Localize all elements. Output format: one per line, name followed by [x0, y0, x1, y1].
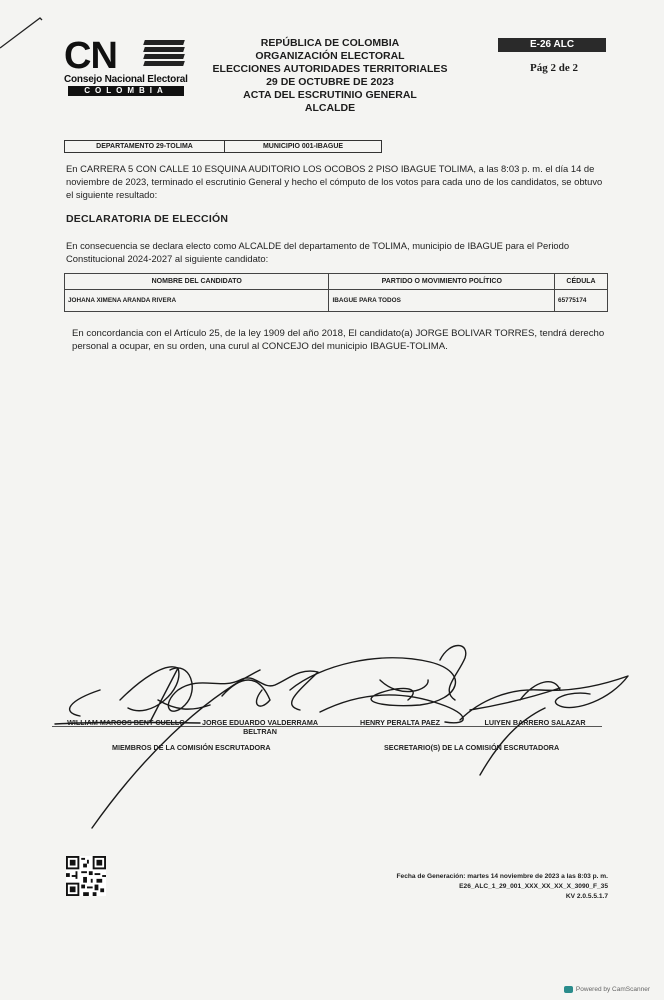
elected-candidate-table [64, 273, 608, 312]
header-id-number: CÉDULA [555, 274, 608, 290]
location-bar [64, 140, 382, 153]
header-line-5: ACTA DEL ESCRUTINIO GENERAL [243, 89, 417, 101]
table-row [65, 290, 608, 312]
header-line-1: REPÚBLICA DE COLOMBIA [260, 37, 400, 49]
signature-1 [120, 667, 210, 722]
id-number-cell: 65775174 [555, 290, 608, 312]
party-cell: IBAGUE PARA TODOS [329, 290, 555, 312]
intro-paragraph: En CARRERA 5 CON CALLE 10 ESQUINA AUDITORIO LOS OCOBOS 2 PISO IBAGUE TOLIMA, a las 8:03 p. m. el día 14 de noviembre de 2023, terminado el escrutinio General y hecho el cómputo de los votos para cada uno de los candidatos, se obtuvo el siguiente resultado: [66, 163, 603, 200]
declaration-title: DECLARATORIA DE ELECCIÓN [66, 213, 229, 225]
candidate-name-cell: JOHANA XIMENA ARANDA RIVERA [65, 290, 329, 312]
header-line-3: ELECCIONES AUTORIDADES TERRITORIALES [212, 63, 448, 75]
cne-logo [62, 35, 188, 98]
logo-e-stripes [144, 40, 184, 70]
camscanner-icon [564, 986, 573, 993]
signer-name-3: HENRY PERALTA PAEZ [360, 718, 440, 727]
header-candidate-name: NOMBRE DEL CANDIDATO [65, 274, 329, 290]
document-header [210, 37, 450, 115]
version-code: KV 2.0.5.5.1.7 [565, 893, 608, 900]
municipality-cell: MUNICIPIO 001-IBAGUE [262, 143, 344, 150]
watermark-text: Powered by CamScanner [575, 986, 650, 993]
logo-country: COLOMBIA [68, 86, 184, 96]
pen-mark [0, 0, 60, 60]
signer-name-4: LUIYEN BARRERO SALAZAR [484, 718, 586, 727]
department-cell: DEPARTAMENTO 29-TOLIMA [65, 141, 225, 152]
logo-acronym: CN [64, 35, 117, 77]
camscanner-watermark [564, 986, 650, 993]
header-line-2: ORGANIZACIÓN ELECTORAL [255, 50, 405, 62]
document-footer [397, 872, 608, 902]
generation-date: Fecha de Generación: martes 14 noviembre de 2023 a las 8:03 p. m. [396, 873, 608, 880]
secretary-role-label: SECRETARIO(S) DE LA COMISIÓN ESCRUTADORA [384, 743, 560, 752]
declaration-paragraph: En consecuencia se declara electo como ALCALDE del departamento de TOLIMA, municipio de IBAGUE para el Periodo Constitucional 2024-2027 al siguiente candidato: [66, 240, 570, 264]
header-line-4: 29 DE OCTUBRE DE 2023 [266, 76, 394, 88]
logo-name: Consejo Nacional Electoral [64, 74, 188, 85]
page-number: Pág 2 de 2 [530, 62, 578, 74]
form-code-badge: E-26 ALC [498, 38, 606, 52]
header-line-6: ALCALDE [304, 102, 356, 114]
qr-code [66, 856, 106, 896]
commission-role-label: MIEMBROS DE LA COMISIÓN ESCRUTADORA [112, 743, 271, 752]
signer-name-1: WILLIAM MARCOS BENT CUELLO [67, 718, 185, 727]
table-header-row [65, 274, 608, 290]
concordance-paragraph: En concordancia con el Artículo 25, de la ley 1909 del año 2018, El candidato(a) JORGE BOLIVAR TORRES, tendrá derecho personal a ocupar, en su orden, una curul al CONCEJO del municipio IBAGUE-TOLIMA. [72, 328, 605, 352]
file-code: E26_ALC_1_29_001_XXX_XX_XX_X_3090_F_35 [459, 883, 608, 890]
header-party: PARTIDO O MOVIMIENTO POLÍTICO [329, 274, 555, 290]
signer-name-2: JORGE EDUARDO VALDERRAMA BELTRAN [201, 718, 319, 736]
signature-3 [290, 646, 466, 723]
